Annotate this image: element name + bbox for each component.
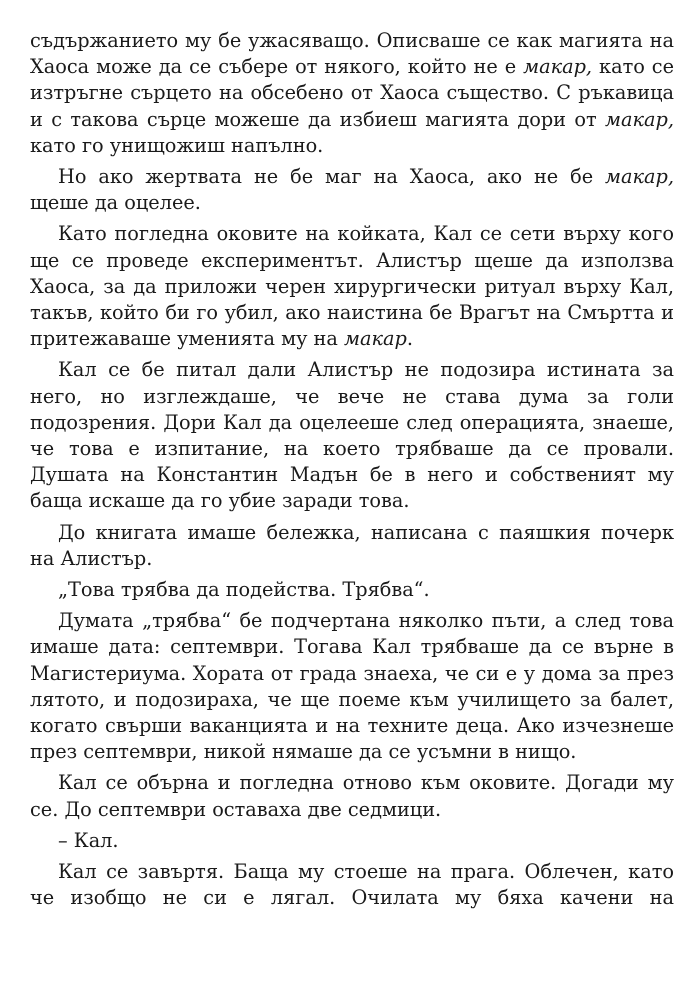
text-segment: Като погледна оковите на койката, Кал се сети върху кого ще се проведе експериментът. Алистър щеше да използва Хаоса, за да приложи черен хирургически ритуал върху Кал, такъв, който би го убил, ако наистина бе Врагът на Смъртта и притежаваше уменията му на [30,222,674,351]
paragraph [30,520,674,572]
text-segment: като се изтръгне сърцето на обсебено от Хаоса същество. С ръкавица и с такова сърце можеше да избиеш магията дори от [30,55,675,131]
paragraph [30,859,674,911]
paragraph [30,357,674,514]
paragraph [30,164,674,216]
text-segment: „Това трябва да подейства. Трябва“. [58,578,430,602]
italic-term: макар [344,327,407,351]
paragraph [30,221,674,352]
italic-term: макар, [523,55,593,79]
text-segment: Но ако жертвата не бе маг на Хаоса, ако не бе [58,165,606,189]
text-segment: Кал се завъртя. Баща му стоеше на прага. Облечен, като че изобщо не си е лягал. Очилата му бяха качени на [30,860,674,910]
paragraph [30,608,674,765]
text-segment: като го унищожиш напълно. [30,133,324,157]
text-segment: Думата „трябва“ бе подчертана няколко пъти, а след това имаше дата: септември. Тогава Кал трябваше да се върне в Магистериума. Хората от града знаеха, че си е у дома за през лятото, и подозираха, че ще поеме към училището за балет, когато свърши ваканцията и на техните деца. Ако изчезнеше през септември, никой нямаше да се усъмни в нищо. [30,609,674,764]
paragraph [30,28,674,159]
text-segment: До книгата имаше бележка, написана с паяшкия почерк на Алистър. [30,520,674,570]
text-segment: Кал се бе питал дали Алистър не подозира истината за него, но изглеждаше, че вече не става дума за голи подозрения. Дори Кал да оцелееше след операцията, знаеше, че това е изпитание, на което трябваше да се провали. Душата на Константин Мадън бе в него и собственият му баща искаше да го убие заради това. [30,358,674,513]
italic-term: макар, [605,107,674,131]
paragraph [30,770,674,822]
text-segment: – Кал. [58,828,119,852]
italic-term: макар, [605,165,674,189]
paragraph [30,828,674,854]
text-segment: Кал се обърна и погледна отново към оковите. Догади му се. До септември оставаха две седмици. [30,771,674,821]
paragraph [30,577,674,603]
text-segment: съдържанието му бе ужасяващо. Описваше се как магията на Хаоса може да се събере от някого, който не е [30,29,674,79]
text-segment: щеше да оцелее. [30,191,201,215]
text-segment: . [406,327,414,351]
book-page [30,28,674,917]
